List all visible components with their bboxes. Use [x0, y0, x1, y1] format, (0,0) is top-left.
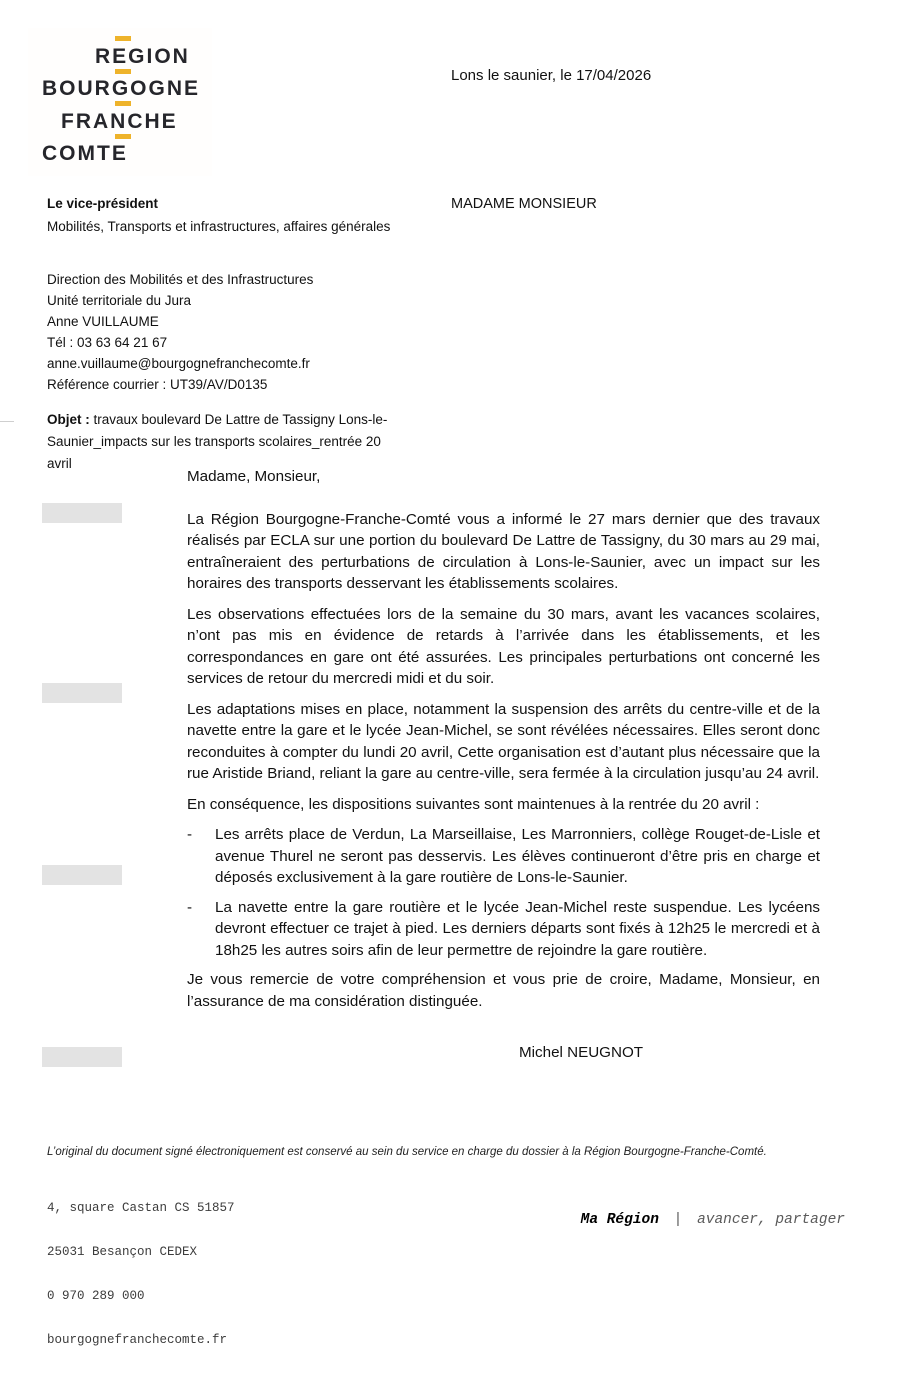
salutation: Madame, Monsieur,	[187, 468, 321, 485]
tagline-separator: |	[673, 1212, 683, 1228]
fold-mark	[0, 421, 14, 422]
bullet-text: La navette entre la gare routière et le lycée Jean-Michel reste suspendue. Les lycéens devront effectuer ce trajet à pied. Les derniers départs sont fixés à 12h25 le mercredi et à 18h25 les autres soirs afin de leur permettre de rejoindre la gare routière.	[215, 898, 820, 959]
signature-name: Michel NEUGNOT	[519, 1044, 644, 1061]
sender-unit: Unité territoriale du Jura	[47, 293, 192, 308]
closing-paragraph: Je vous remercie de votre compréhension et vous prie de croire, Madame, Monsieur, en l’assurance de ma considération distinguée.	[187, 971, 820, 1010]
brand-tagline	[581, 1212, 845, 1228]
subject-label: Objet :	[47, 412, 90, 427]
sender-subtitle: Mobilités, Transports et infrastructures, affaires générales	[47, 219, 391, 234]
logo-word-franche: FRANCHE	[61, 110, 178, 133]
logo-word-comte: COMTE	[42, 142, 128, 165]
paragraph-2: Les observations effectuées lors de la semaine du 30 mars, avant les vacances scolaires, n’ont pas mis en évidence de retards à l’arrivée dans les établissements, et les correspondances en gare ont été assurées. Les principales perturbations ont concerné les services de retour du mercredi midi et du soir.	[187, 605, 820, 687]
electronic-signature-note: L’original du document signé électroniquement est conservé au sein du service en charge du dossier à la Région Bourgogne-Franche-Comté.	[47, 1146, 767, 1158]
sender-details	[47, 269, 427, 395]
logo-accent-dash	[115, 134, 131, 139]
redaction-box	[42, 683, 122, 703]
logo-word-bourgogne: BOURGOGNE	[42, 77, 201, 100]
redaction-box	[42, 865, 122, 885]
letter-body	[187, 466, 820, 1064]
footer-address	[47, 1172, 235, 1376]
bullet-marker: -	[187, 898, 193, 916]
sender-contact-name: Anne VUILLAUME	[47, 314, 159, 329]
address-city: 25031 Besançon CEDEX	[47, 1244, 198, 1259]
region-bfc-logo	[28, 28, 212, 176]
bullet-item-2	[187, 897, 820, 962]
tagline-motto: avancer, partager	[697, 1212, 845, 1228]
logo-accent-dash	[115, 101, 131, 106]
address-website: bourgognefranchecomte.fr	[47, 1332, 228, 1347]
tagline-brand: Ma Région	[580, 1212, 659, 1228]
sender-title: Le vice-président	[47, 196, 159, 211]
letter-date: Lons le saunier, le 17/04/2026	[451, 67, 652, 84]
logo-accent-dash	[115, 69, 131, 74]
paragraph-3: Les adaptations mises en place, notamment la suspension des arrêts du centre-ville et de la navette entre la gare et le lycée Jean-Michel, se sont révélées nécessaires. Elles seront donc reconduites à compter du lundi 20 avril, Cette organisation est d’autant plus nécessaire que la rue Aristide Briand, reliant la gare au centre-ville, sera fermée à la circulation jusqu’au 24 avril.	[187, 700, 820, 782]
sender-block	[47, 196, 427, 395]
paragraph-1: La Région Bourgogne-Franche-Comté vous a informé le 27 mars dernier que des travaux réalisés par ECLA sur une portion du boulevard De Lattre de Tassigny, du 30 mars au 29 mai, entraîneraient des perturbations de circulation à Lons-le-Saunier, avec un impact sur les horaires des transports desservant les établissements scolaires.	[187, 510, 820, 592]
subject-text: travaux boulevard De Lattre de Tassigny Lons-le-Saunier_impacts sur les transports scolaires_rentrée 20 avril	[47, 412, 388, 471]
paragraph-4: En conséquence, les dispositions suivantes sont maintenues à la rentrée du 20 avril :	[187, 795, 760, 813]
address-phone: 0 970 289 000	[47, 1288, 145, 1303]
sender-email: anne.vuillaume@bourgognefranchecomte.fr	[47, 356, 310, 371]
sender-phone: Tél : 03 63 64 21 67	[47, 335, 168, 350]
sender-direction: Direction des Mobilités et des Infrastructures	[47, 272, 314, 287]
address-street: 4, square Castan CS 51857	[47, 1201, 235, 1216]
logo-accent-dash	[115, 36, 131, 41]
redaction-box	[42, 503, 122, 523]
sender-reference: Référence courrier : UT39/AV/D0135	[47, 377, 268, 392]
recipient-name: MADAME MONSIEUR	[451, 196, 597, 212]
bullet-item-1	[187, 824, 820, 889]
logo-word-region: REGION	[95, 45, 190, 68]
bullet-marker: -	[187, 826, 193, 843]
redaction-box	[42, 1047, 122, 1067]
bullet-text: Les arrêts place de Verdun, La Marseillaise, Les Marronniers, collège Rouget-de-Lisle et avenue Thurel ne seront pas desservis. Les élèves continueront d’être pris en charge et déposés exclusivement à la gare routière de Lons-le-Saunier.	[215, 826, 820, 886]
